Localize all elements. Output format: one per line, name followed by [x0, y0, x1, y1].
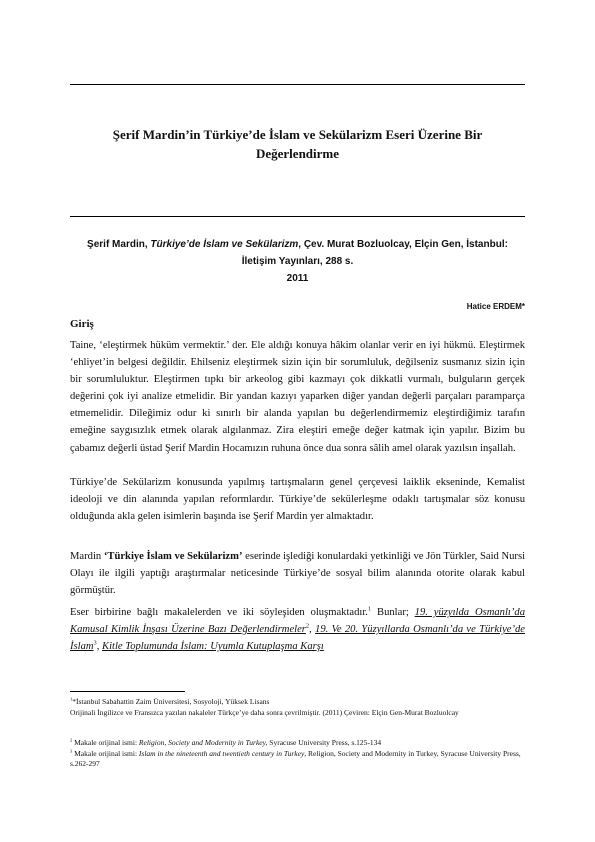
paragraph-2: Türkiye’de Sekülarizm konusunda yapılmış tartışmaların genel çerçevesi laiklik ekseninde, Kemalist ideoloji ve din alanında yapılan reformlardır. Türkiye’de sekülerleşme odaklı tartışmalar söz konusu olduğunda akla gelen isimlerin başında ise Şerif Mardin yer almaktadır. [70, 477, 525, 523]
title-line-2: Değerlendirme [255, 146, 340, 161]
article-title-3: Kitle Toplumunda İslam: Uyumla Kutuplaşma Karşı [102, 641, 324, 653]
footnote-ref-1[interactable]: 1 [367, 605, 372, 613]
book-year: 2011 [286, 273, 309, 284]
article-title-1: 19. yüzyılda Osmanlı’da Kamusal Kimlik İnşası Üzerine Bazı Değerlendirmeler [70, 607, 525, 636]
paragraph-1: Taine, ‘eleştirmek hüküm vermektir.’ der. Ele aldığı konuya hâkim olanlar verir en iyi hükmü. Eleştirmek ‘ehliyet’in belgesi değildir. Ehilseniz eleştirmek sizin için bir sorumluluk, değilseniz susmanız sizin için bir sorumluluktur. Eleştirmen tıpkı bir arkeolog gibi kazmayı çok dikkatli vurmalı, bulguların gerçek değerini çok iyi analize etmelidir. Bir yandan kazıyı yaparken diğer yandan değerli parçaları paramparça etmemelidir. Dileğimiz odur ki sınırlı bir alanda yapılan bu değerlendirmemiz eleştirdiğimiz tarafın emeğine saygısızlık etmek olarak algılanmaz. Zira eleştiri emeğe değer katmak için yapılır. Bizim bu çabamız değerli üstad Şerif Mardin Hocamızın ruhuna önce dua sonra sâlih amel olarak yazılsın inşallah. [70, 340, 525, 454]
book-title: Türkiye’de İslam ve Sekülarizm [150, 239, 299, 250]
footnote-ref-2[interactable]: 2 [305, 622, 310, 630]
title-bottom-rule [70, 216, 525, 217]
book-publisher: İletişim Yayınları, 288 s. [241, 256, 354, 267]
book-title-bold: ‘Türkiye İslam ve Sekülarizm’ [103, 551, 243, 562]
book-info-line-1 [70, 236, 525, 253]
reviewer-name: Hatice ERDEM* [466, 302, 525, 311]
footnote-1-continued: Orijinali İngilizce ve Fransızca yazılan nakaleler Türkçe’ye daha sonra çevrilmiştir. (2011) Çeviren: Elçin Gen-Murat Bozluolcay [70, 708, 459, 717]
footnote-1: $^1$*İstanbul Sabahattin Zaim Üniversitesi, Sosyoloji, Yüksek Lisans [70, 696, 270, 706]
footnote-2: $^2$ Makale orijinal ismi: Religion, Society and Modernity in Turkey, Syracuse University Press, s.125-134 [70, 737, 382, 747]
paragraph-4: Eser birbirine bağlı makalelerden ve iki söyleşiden oluşmaktadır.$^1$ Bunlar; 19. yüzyılda Osmanlı’da Kamusal Kimlik İnşası Üzerine Bazı Değerlendirmeler$^2$, 19. Ve 20. Yüzyıllarda Osmanlı’da ve Türkiye’de İslam$^3$, Kitle Toplumunda İslam: Uyumla Kutuplaşma Karşı [70, 605, 526, 653]
footnote-3: $^3$ Makale orijinal ismi: Islam in the nineteenth and twentieth century in Turkey, Religion, Society and Modernity in Turkey, Syracuse University Press, s.262-297 [70, 748, 521, 768]
book-translators: , Çev. Murat Bozluolcay, Elçin Gen, İstanbul: [298, 239, 508, 250]
book-info [70, 236, 525, 287]
footnote-rule [70, 691, 185, 692]
paragraph-3: Mardin ‘Türkiye İslam ve Sekülarizm’ eserinde işlediği konulardaki yetkinliği ve Jön Türkler, Said Nursi Olayı ile ilgili yaptığı araştırmalar neticesinde Türkiye’de sosyal bilim alanında otorite olarak kabul görmüştür. [70, 551, 526, 597]
title-line-1: Şerif Mardin’in Türkiye’de İslam ve Sekülarizm Eseri Üzerine Bir [112, 127, 483, 142]
top-rule [70, 84, 525, 85]
section-heading: Giriş [70, 318, 94, 330]
review-title [70, 125, 525, 163]
footnote-ref-3[interactable]: 3 [93, 639, 97, 647]
article-title-2: 19. Ve 20. Yüzyıllarda Osmanlı’da ve Türkiye’de İslam [70, 624, 526, 653]
book-author: Şerif Mardin, [87, 239, 151, 250]
